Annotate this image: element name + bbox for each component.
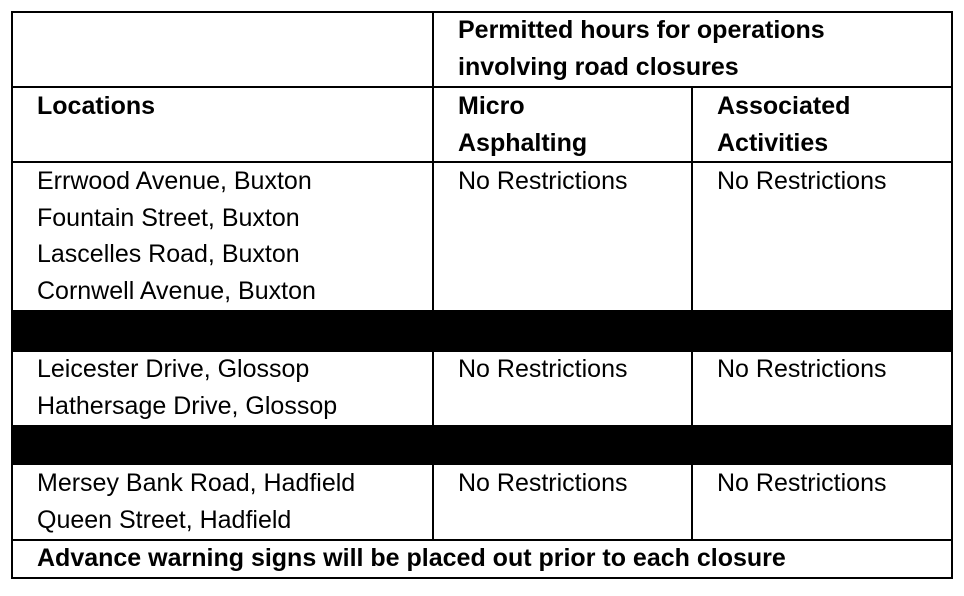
group-3-micro-asphalting: No Restrictions [458, 469, 628, 497]
location: Fountain Street, Buxton [37, 203, 300, 232]
group-1-locations [37, 163, 316, 309]
location: Queen Street, Hadfield [37, 505, 292, 534]
group-2-locations [37, 351, 337, 424]
micro-asphalting-heading [458, 88, 587, 161]
location: Mersey Bank Road, Hadfield [37, 469, 356, 497]
associated-activities-heading [717, 88, 850, 161]
group-2-micro-asphalting: No Restrictions [458, 355, 628, 383]
location: Cornwell Avenue, Buxton [37, 276, 316, 305]
associated-activities-line-1: Associated [717, 92, 851, 120]
location: Hathersage Drive, Glossop [37, 391, 338, 420]
group-1-micro-asphalting: No Restrictions [458, 167, 628, 195]
micro-asphalting-line-2: Asphalting [458, 128, 588, 157]
locations-heading: Locations [37, 92, 156, 120]
associated-activities-line-2: Activities [717, 128, 829, 157]
permitted-hours-line-2: involving road closures [458, 52, 739, 81]
footer-note: Advance warning signs will be placed out prior to each closure [37, 544, 786, 572]
permitted-hours-line-1: Permitted hours for operations [458, 16, 825, 44]
group-3-associated-activities: No Restrictions [717, 469, 887, 497]
separator-band-1 [11, 310, 953, 352]
separator-band-2 [11, 425, 953, 465]
micro-asphalting-line-1: Micro [458, 92, 525, 120]
group-2-associated-activities: No Restrictions [717, 355, 887, 383]
location: Lascelles Road, Buxton [37, 240, 300, 268]
permitted-hours-heading [458, 12, 825, 85]
location: Leicester Drive, Glossop [37, 355, 310, 383]
location: Errwood Avenue, Buxton [37, 167, 312, 195]
group-3-locations [37, 465, 355, 538]
group-1-associated-activities: No Restrictions [717, 167, 887, 195]
